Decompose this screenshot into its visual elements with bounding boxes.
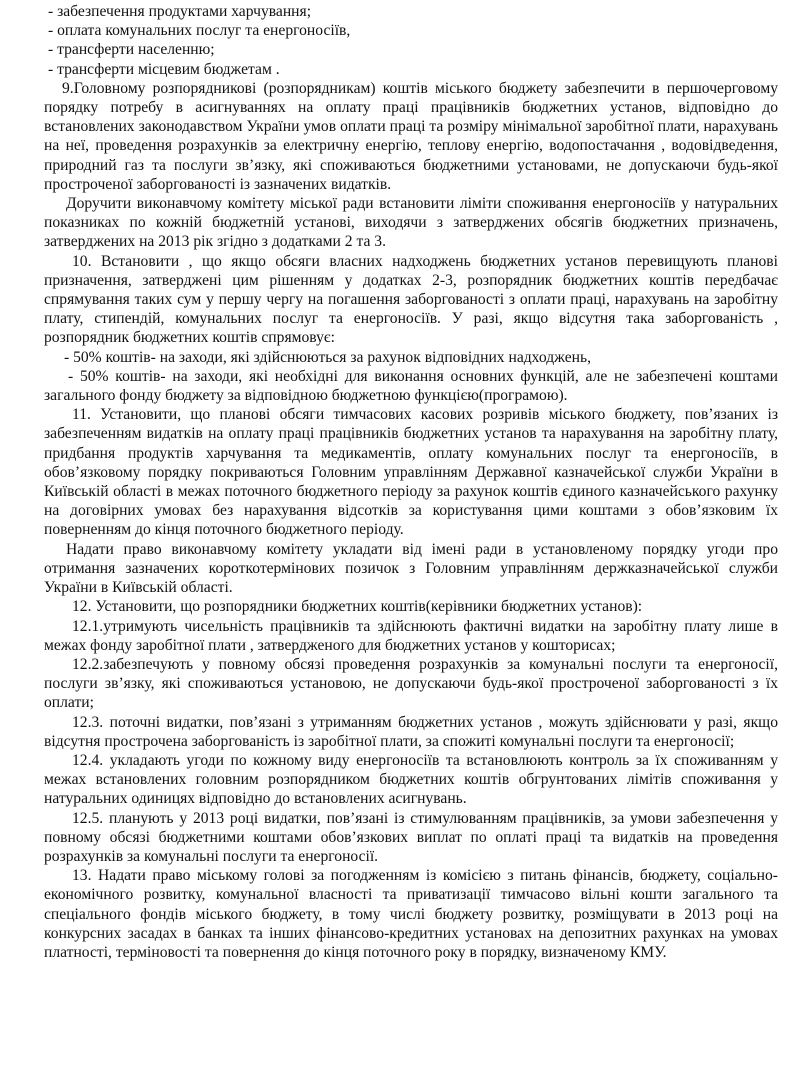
paragraph-item-12: 12. Установити, що розпорядники бюджетних коштів(керівники бюджетних установ):: [72, 598, 643, 616]
paragraph-item-9-instruct: Доручити виконавчому комітету міської ради встановити ліміти споживання енергоносіїв у натуральних показниках по кожній бюджетній установі, виходячи з затверджених обсягів бюджетних призначень, затверджених на 2013 рік згідно з додатками 2 та 3.: [44, 195, 778, 251]
paragraph-item-10: 10. Встановити , що якщо обсяги власних надходжень бюджетних установ перевищують планові призначення, затверджені цим рішенням у додатках 2-3, розпорядник бюджетних коштів передбачає спрямування таких сум у першу чергу на погашення заборгованості з оплати праці, нарахувань на заробітну плату, стипендій, комунальних послуг та енергоносіїв. У разі, якщо відсутня така заборгованість , розпорядник бюджетних коштів спрямовує:: [44, 252, 778, 347]
paragraph-item-12-1: 12.1.утримують чисельність працівників та здійснюють фактичні видатки на заробітну плату лише в межах фонду заробітної плати , затвердженого для бюджетних установ у кошторисах;: [44, 617, 778, 654]
paragraph-item-11: 11. Установити, що планові обсяги тимчасових касових розривів міського бюджету, пов’язаних із забезпеченням видатків на оплату праці працівників бюджетних установ та нарахування на заробітну плату, придбання продуктів харчування та медикаментів, оплату комунальних послуг та енергоносіїв, в обов’язковому порядку покриваються Головним управлінням Державної казначейської служби України в Київській області в межах поточного бюджетного періоду за рахунок коштів єдиного казначейського рахунку на договірних умовах без нарахування відсотків за користування цими коштами з обов’язковим їх поверненням до кінця поточного бюджетного періоду.: [44, 406, 778, 539]
paragraph-item-10-a: - 50% коштів- на заходи, які здійснюються за рахунок відповідних надходжень,: [64, 348, 592, 366]
paragraph-item-12-4: 12.4. укладають угоди по кожному виду енергоносіїв та встановлюють контроль за їх споживанням у межах встановлених головним розпорядником бюджетних коштів обгрунтованих лімітів споживання у натуральних одиницях відповідно до встановлених асигнувань.: [44, 751, 778, 808]
list-item-utilities: - оплата комунальних послуг та енергоносіїв,: [48, 22, 351, 40]
paragraph-item-12-2: 12.2.забезпечують у повному обсязі проведення розрахунків за комунальні послуги та енергоносії, послуги зв’язку, які споживаються установою, не допускаючи будь-якої простроченої заборгованості з їх оплати;: [44, 655, 778, 712]
paragraph-item-13: 13. Надати право міському голові за погодженням із комісією з питань фінансів, бюджету, соціально- економічного розвитку, комунальної власності та приватизації тимчасово вільні кошти загального та спеціального фондів міського бюджету, в тому числі бюджету розвитку, розміщувати в 2013 році на конкурсних засадах в банках та інших фінансово-кредитних установах на депозитних рахунках на умовах платності, терміновості та повернення до кінця поточного року в порядку, визначеному КМУ.: [44, 867, 778, 961]
paragraph-item-9: 9.Головному розпорядникові (розпорядникам) коштів міського бюджету забезпечити в першочерговому порядку потребу в асигнуваннях на оплату праці працівників бюджетних установ, відповідно до встановлених законодавством України умов оплати праці та розміру мінімальної заробітної плати, нарахувань на неї, проведення розрахунків за електричну енергію, теплову енергію, водопостачання , водовідведення, природний газ та послуги зв’язку, які споживаються бюджетними установами, не допускаючи будь-якої простроченої заборгованості із зазначених видатків.: [44, 79, 778, 193]
paragraph-item-11-grant: Надати право виконавчому комітету укладати від імені ради в установленому порядку угоди про отримання зазначених короткотермінових позичок з Головним управлінням держказначейської служби України в Київській області.: [44, 540, 778, 597]
list-item-transfers-local-budgets: - трансферти місцевим бюджетам .: [48, 60, 280, 78]
paragraph-item-12-5: 12.5. планують у 2013 році видатки, пов’язані із стимулюванням працівників, за умови забезпечення у повному обсязі бюджетними коштами обов’язкових виплат по оплаті праці та видатків на проведення розрахунків за комунальні послуги та енергоносії.: [44, 809, 778, 865]
paragraph-item-12-3: 12.3. поточні видатки, пов’язані з утриманням бюджетних установ , можуть здійснювати у разі, якщо відсутня прострочена заборгованість із заробітної плати, за спожиті комунальні послуги та енергоносії;: [44, 713, 778, 750]
list-item-transfers-population: - трансферти населенню;: [48, 41, 215, 59]
paragraph-item-10-b: - 50% коштів- на заходи, які необхідні для виконання основних функцій, але не забезпечені коштами загального фонду бюджету за відповідною бюджетною функцією(програмою).: [44, 367, 778, 405]
list-item-food: - забезпечення продуктами харчування;: [48, 3, 312, 20]
